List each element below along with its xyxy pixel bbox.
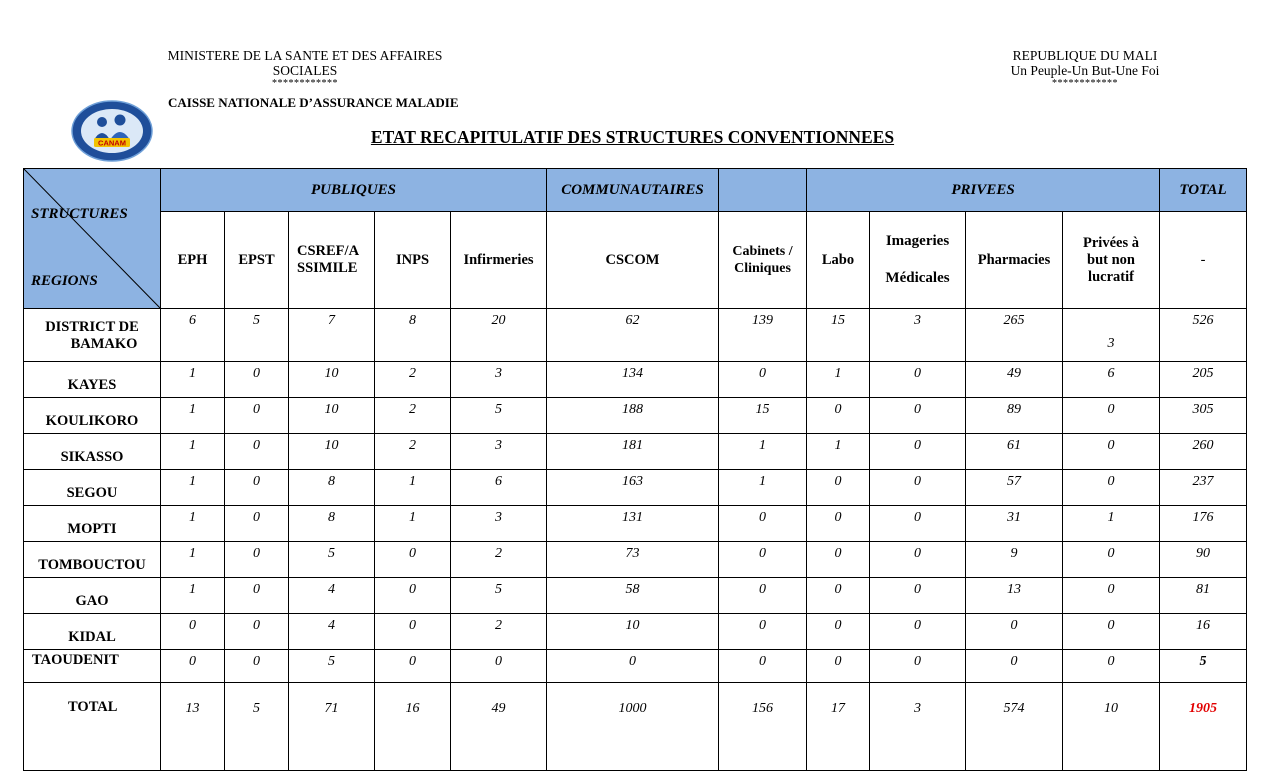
cell-infirmeries: 3	[451, 362, 547, 398]
cell-inps: 2	[375, 398, 451, 434]
col-imageries-l1: Imageries	[885, 233, 950, 249]
col-total: -	[1160, 212, 1247, 309]
region-cell: KOULIKORO	[24, 398, 161, 434]
cell-labo: 0	[807, 578, 870, 614]
cell-imageries: 0	[870, 470, 966, 506]
cell-inps: 8	[375, 309, 451, 362]
col-inps: INPS	[375, 212, 451, 309]
corner-regions-label: REGIONS	[31, 273, 98, 289]
cell-infirmeries: 0	[451, 650, 547, 683]
cell-epst: 5	[225, 309, 289, 362]
table-row	[24, 470, 1247, 506]
cell-cabinets: 15	[719, 398, 807, 434]
cell-infirmeries: 3	[451, 434, 547, 470]
cell-eph: 1	[161, 542, 225, 578]
col-epst: EPST	[225, 212, 289, 309]
group-empty	[719, 169, 807, 212]
cell-pharmacies: 57	[966, 470, 1063, 506]
cell-csref: 8	[289, 506, 375, 542]
cell-total: 5	[1160, 650, 1247, 683]
cell-total: 176	[1160, 506, 1247, 542]
col-cabinets-l1: Cabinets /	[732, 244, 793, 259]
group-publiques: PUBLIQUES	[161, 169, 547, 212]
republic-header	[985, 48, 1185, 90]
col-eph: EPH	[161, 212, 225, 309]
cell-labo: 1	[807, 362, 870, 398]
document-title: ETAT RECAPITULATIF DES STRUCTURES CONVENTIONNEES	[370, 127, 895, 147]
cell-eph: 1	[161, 578, 225, 614]
cell-eph: 1	[161, 434, 225, 470]
table-row	[24, 362, 1247, 398]
cell-cabinets: 0	[719, 650, 807, 683]
cell-pharmacies: 31	[966, 506, 1063, 542]
cell-cscom: 134	[547, 362, 719, 398]
total-cabinets: 156	[719, 683, 807, 771]
cell-infirmeries: 5	[451, 578, 547, 614]
cell-eph: 0	[161, 650, 225, 683]
cell-cabinets: 0	[719, 506, 807, 542]
table-row	[24, 506, 1247, 542]
group-privees: PRIVEES	[807, 169, 1160, 212]
cell-imageries: 0	[870, 434, 966, 470]
col-privees-l1: Privées à	[1083, 234, 1139, 251]
cell-cscom: 131	[547, 506, 719, 542]
total-imageries: 3	[870, 683, 966, 771]
cell-csref: 10	[289, 362, 375, 398]
cell-total: 90	[1160, 542, 1247, 578]
cell-privees: 0	[1063, 650, 1160, 683]
cell-eph: 0	[161, 614, 225, 650]
region-cell	[24, 309, 161, 362]
cell-csref: 10	[289, 398, 375, 434]
cell-total: 81	[1160, 578, 1247, 614]
cell-eph: 6	[161, 309, 225, 362]
total-csref: 71	[289, 683, 375, 771]
cell-total: 205	[1160, 362, 1247, 398]
cell-cabinets: 0	[719, 542, 807, 578]
region-cell: TAOUDENIT	[24, 650, 161, 683]
cell-imageries: 0	[870, 542, 966, 578]
cell-privees: 0	[1063, 542, 1160, 578]
col-privees-l3: lucratif	[1088, 268, 1134, 285]
ministry-header	[150, 48, 460, 90]
cell-cabinets: 139	[719, 309, 807, 362]
cell-inps: 1	[375, 470, 451, 506]
cell-epst: 0	[225, 470, 289, 506]
cell-cabinets: 1	[719, 434, 807, 470]
cell-csref: 8	[289, 470, 375, 506]
total-row	[24, 683, 1247, 771]
cell-pharmacies: 0	[966, 614, 1063, 650]
cell-total: 237	[1160, 470, 1247, 506]
cell-infirmeries: 2	[451, 542, 547, 578]
cell-csref: 5	[289, 542, 375, 578]
region-cell: KAYES	[24, 362, 161, 398]
cell-imageries: 0	[870, 650, 966, 683]
separator-stars-left: ************	[272, 78, 338, 89]
cell-csref: 5	[289, 650, 375, 683]
logo-text: CANAM	[98, 138, 126, 148]
cell-privees: 0	[1063, 578, 1160, 614]
col-privees	[1063, 212, 1160, 309]
cell-epst: 0	[225, 362, 289, 398]
republic-name: REPUBLIQUE DU MALI	[1012, 48, 1158, 63]
cell-privees: 1	[1063, 506, 1160, 542]
cell-inps: 0	[375, 542, 451, 578]
cell-epst: 0	[225, 434, 289, 470]
cell-cabinets: 0	[719, 614, 807, 650]
cell-csref: 7	[289, 309, 375, 362]
cell-epst: 0	[225, 650, 289, 683]
cell-imageries: 0	[870, 506, 966, 542]
cell-cscom: 10	[547, 614, 719, 650]
cell-cscom: 181	[547, 434, 719, 470]
document-title-wrapper	[0, 127, 1265, 148]
cell-epst: 0	[225, 398, 289, 434]
cell-labo: 0	[807, 398, 870, 434]
region-cell: MOPTI	[24, 506, 161, 542]
cell-csref: 10	[289, 434, 375, 470]
table-row	[24, 650, 1247, 683]
cell-labo: 0	[807, 470, 870, 506]
col-csref-l2: SSIMILE	[297, 260, 358, 276]
cell-imageries: 0	[870, 614, 966, 650]
cell-pharmacies: 49	[966, 362, 1063, 398]
cell-cscom: 58	[547, 578, 719, 614]
cell-epst: 0	[225, 542, 289, 578]
cell-total: 260	[1160, 434, 1247, 470]
cell-inps: 0	[375, 578, 451, 614]
cell-privees: 0	[1063, 470, 1160, 506]
cell-csref: 4	[289, 578, 375, 614]
cell-cscom: 73	[547, 542, 719, 578]
cell-csref: 4	[289, 614, 375, 650]
cell-inps: 2	[375, 434, 451, 470]
region-name-l1: DISTRICT DE	[45, 319, 139, 335]
cell-inps: 0	[375, 650, 451, 683]
group-communautaires: COMMUNAUTAIRES	[547, 169, 719, 212]
col-csref-l1: CSREF/A	[297, 243, 360, 259]
corner-cell	[24, 169, 161, 309]
cell-eph: 1	[161, 470, 225, 506]
cell-labo: 15	[807, 309, 870, 362]
cell-privees: 0	[1063, 614, 1160, 650]
cell-privees: 6	[1063, 362, 1160, 398]
total-inps: 16	[375, 683, 451, 771]
total-eph: 13	[161, 683, 225, 771]
corner-structures-label: STRUCTURES	[31, 206, 128, 222]
col-infirmeries: Infirmeries	[451, 212, 547, 309]
col-imageries	[870, 212, 966, 309]
cell-epst: 0	[225, 506, 289, 542]
cell-privees: 3	[1063, 309, 1160, 362]
col-csref	[289, 212, 375, 309]
ministry-line-2: SOCIALES	[272, 63, 338, 78]
cell-inps: 1	[375, 506, 451, 542]
cell-cscom: 0	[547, 650, 719, 683]
total-pharmacies: 574	[966, 683, 1063, 771]
col-pharmacies: Pharmacies	[966, 212, 1063, 309]
region-cell: SIKASSO	[24, 434, 161, 470]
caisse-name: CAISSE NATIONALE D’ASSURANCE MALADIE	[168, 95, 459, 110]
cell-pharmacies: 13	[966, 578, 1063, 614]
separator-stars-right: ************	[1052, 78, 1118, 89]
col-cabinets-l2: Cliniques	[734, 261, 791, 276]
region-cell: GAO	[24, 578, 161, 614]
cell-cabinets: 0	[719, 362, 807, 398]
cell-imageries: 3	[870, 309, 966, 362]
cell-privees: 0	[1063, 434, 1160, 470]
table-row	[24, 309, 1247, 362]
cell-labo: 0	[807, 542, 870, 578]
cell-total: 526	[1160, 309, 1247, 362]
region-cell: TOMBOUCTOU	[24, 542, 161, 578]
republic-motto: Un Peuple-Un But-Une Foi	[1010, 63, 1160, 78]
total-privees: 10	[1063, 683, 1160, 771]
cell-inps: 2	[375, 362, 451, 398]
group-header-row	[24, 169, 1247, 212]
cell-labo: 1	[807, 434, 870, 470]
cell-infirmeries: 5	[451, 398, 547, 434]
cell-infirmeries: 6	[451, 470, 547, 506]
group-total: TOTAL	[1160, 169, 1247, 212]
column-header-row	[24, 212, 1247, 309]
total-labo: 17	[807, 683, 870, 771]
cell-cabinets: 1	[719, 470, 807, 506]
cell-infirmeries: 2	[451, 614, 547, 650]
cell-labo: 0	[807, 506, 870, 542]
cell-cscom: 62	[547, 309, 719, 362]
cell-pharmacies: 265	[966, 309, 1063, 362]
cell-total: 16	[1160, 614, 1247, 650]
grand-total: 1905	[1160, 683, 1247, 771]
col-labo: Labo	[807, 212, 870, 309]
cell-total: 305	[1160, 398, 1247, 434]
cell-imageries: 0	[870, 398, 966, 434]
cell-eph: 1	[161, 362, 225, 398]
table-row	[24, 614, 1247, 650]
total-infirmeries: 49	[451, 683, 547, 771]
cell-pharmacies: 0	[966, 650, 1063, 683]
table-row	[24, 398, 1247, 434]
cell-infirmeries: 20	[451, 309, 547, 362]
cell-cscom: 188	[547, 398, 719, 434]
cell-pharmacies: 89	[966, 398, 1063, 434]
cell-pharmacies: 9	[966, 542, 1063, 578]
col-imageries-l2: Médicales	[885, 270, 950, 286]
cell-eph: 1	[161, 398, 225, 434]
total-label: TOTAL	[24, 683, 161, 771]
cell-privees: 0	[1063, 398, 1160, 434]
cell-infirmeries: 3	[451, 506, 547, 542]
table-row	[24, 434, 1247, 470]
cell-eph: 1	[161, 506, 225, 542]
cell-imageries: 0	[870, 578, 966, 614]
table-row	[24, 542, 1247, 578]
total-cscom: 1000	[547, 683, 719, 771]
cell-imageries: 0	[870, 362, 966, 398]
col-cabinets	[719, 212, 807, 309]
cell-epst: 0	[225, 578, 289, 614]
total-epst: 5	[225, 683, 289, 771]
cell-cscom: 163	[547, 470, 719, 506]
region-cell: SEGOU	[24, 470, 161, 506]
col-cscom: CSCOM	[547, 212, 719, 309]
region-name-l2: BAMAKO	[70, 336, 138, 352]
region-cell: KIDAL	[24, 614, 161, 650]
cell-inps: 0	[375, 614, 451, 650]
cell-pharmacies: 61	[966, 434, 1063, 470]
cell-epst: 0	[225, 614, 289, 650]
cell-labo: 0	[807, 650, 870, 683]
cell-cabinets: 0	[719, 578, 807, 614]
cell-labo: 0	[807, 614, 870, 650]
table-row	[24, 578, 1247, 614]
col-privees-l2: but non	[1087, 251, 1135, 268]
structures-table	[23, 168, 1247, 771]
ministry-line-1: MINISTERE DE LA SANTE ET DES AFFAIRES	[167, 48, 443, 63]
